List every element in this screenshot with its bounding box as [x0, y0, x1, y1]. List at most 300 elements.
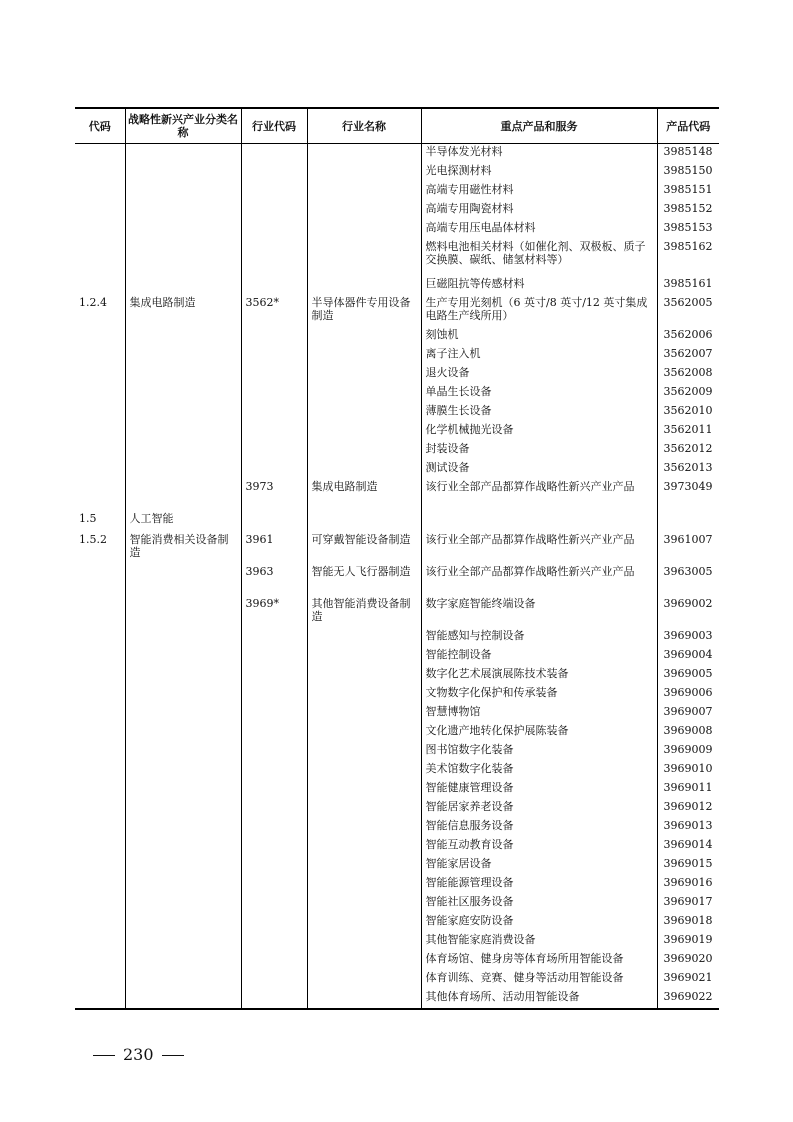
product-classification-table-page	[75, 107, 719, 1010]
cell-product-code: 3562007	[657, 346, 719, 365]
cell-product: 该行业全部产品都算作战略性新兴产业产品	[421, 532, 657, 564]
cell-product-code: 3562006	[657, 327, 719, 346]
cell-category	[125, 479, 241, 511]
table-row	[75, 144, 719, 164]
cell-product: 离子注入机	[421, 346, 657, 365]
cell-category	[125, 327, 241, 346]
cell-product-code: 3562010	[657, 403, 719, 422]
cell-industry-name	[307, 201, 421, 220]
cell-product-code: 3969018	[657, 913, 719, 932]
cell-industry-name	[307, 384, 421, 403]
cell-product-code: 3985151	[657, 182, 719, 201]
cell-product: 美术馆数字化装备	[421, 761, 657, 780]
cell-code	[75, 201, 125, 220]
cell-category	[125, 704, 241, 723]
table-row	[75, 628, 719, 647]
cell-product-code: 3969005	[657, 666, 719, 685]
cell-category: 智能消费相关设备制造	[125, 532, 241, 564]
table-row	[75, 365, 719, 384]
cell-product: 智能互动教育设备	[421, 837, 657, 856]
cell-code	[75, 479, 125, 511]
cell-product-code: 3969003	[657, 628, 719, 647]
table-row	[75, 182, 719, 201]
cell-code	[75, 460, 125, 479]
cell-industry-name	[307, 685, 421, 704]
cell-category	[125, 144, 241, 164]
cell-code	[75, 647, 125, 666]
cell-industry-name	[307, 460, 421, 479]
cell-product: 高端专用磁性材料	[421, 182, 657, 201]
cell-product-code: 3969017	[657, 894, 719, 913]
cell-industry-code	[241, 511, 307, 532]
cell-code	[75, 564, 125, 596]
cell-product: 高端专用压电晶体材料	[421, 220, 657, 239]
cell-product: 智能能源管理设备	[421, 875, 657, 894]
cell-product: 封装设备	[421, 441, 657, 460]
cell-product: 燃料电池相关材料（如催化剂、双极板、质子交换膜、碳纸、储氢材料等）	[421, 239, 657, 276]
cell-category	[125, 989, 241, 1009]
page-footer	[85, 1045, 192, 1064]
cell-product-code: 3562009	[657, 384, 719, 403]
cell-product-code: 3985150	[657, 163, 719, 182]
cell-industry-name	[307, 346, 421, 365]
cell-category	[125, 596, 241, 628]
cell-industry-name	[307, 875, 421, 894]
cell-product: 智能健康管理设备	[421, 780, 657, 799]
cell-industry-name	[307, 761, 421, 780]
cell-code	[75, 365, 125, 384]
table-row	[75, 970, 719, 989]
table-row	[75, 837, 719, 856]
cell-product: 该行业全部产品都算作战略性新兴产业产品	[421, 479, 657, 511]
cell-industry-name: 半导体器件专用设备制造	[307, 295, 421, 327]
cell-product-code: 3985161	[657, 276, 719, 295]
table-row	[75, 704, 719, 723]
cell-industry-code	[241, 365, 307, 384]
cell-category	[125, 856, 241, 875]
cell-product: 光电探测材料	[421, 163, 657, 182]
cell-industry-code: 3973	[241, 479, 307, 511]
cell-product: 其他体育场所、活动用智能设备	[421, 989, 657, 1009]
header-industry-name: 行业名称	[307, 108, 421, 144]
table-header-row	[75, 108, 719, 144]
cell-industry-code	[241, 723, 307, 742]
cell-industry-code	[241, 201, 307, 220]
cell-product: 智能信息服务设备	[421, 818, 657, 837]
cell-product-code: 3969009	[657, 742, 719, 761]
table-row	[75, 596, 719, 628]
cell-category	[125, 384, 241, 403]
cell-product-code: 3985153	[657, 220, 719, 239]
cell-product-code: 3969006	[657, 685, 719, 704]
cell-code	[75, 837, 125, 856]
cell-product: 半导体发光材料	[421, 144, 657, 164]
cell-category	[125, 403, 241, 422]
cell-code	[75, 723, 125, 742]
cell-code	[75, 596, 125, 628]
cell-code: 1.5.2	[79, 533, 107, 546]
cell-industry-code	[241, 913, 307, 932]
table-row	[75, 647, 719, 666]
cell-industry-code	[241, 932, 307, 951]
cell-industry-name	[307, 723, 421, 742]
cell-product-code: 3969016	[657, 875, 719, 894]
cell-industry-name	[307, 818, 421, 837]
table-row	[75, 460, 719, 479]
table-row	[75, 220, 719, 239]
cell-code	[75, 685, 125, 704]
cell-code	[75, 441, 125, 460]
table-row	[75, 201, 719, 220]
cell-category	[125, 628, 241, 647]
table-row	[75, 742, 719, 761]
cell-code	[75, 220, 125, 239]
cell-code	[75, 422, 125, 441]
footer-dash-left	[93, 1055, 115, 1056]
cell-category	[125, 913, 241, 932]
cell-product: 智能家居设备	[421, 856, 657, 875]
cell-product: 智能控制设备	[421, 647, 657, 666]
cell-category	[125, 666, 241, 685]
cell-product-code: 3969021	[657, 970, 719, 989]
table-row	[75, 422, 719, 441]
cell-industry-code: 3562*	[241, 295, 307, 327]
cell-product-code: 3985148	[657, 144, 719, 164]
cell-product-code: 3969019	[657, 932, 719, 951]
cell-industry-code	[241, 220, 307, 239]
cell-industry-name	[307, 276, 421, 295]
cell-code	[75, 913, 125, 932]
cell-category	[125, 685, 241, 704]
cell-category: 人工智能	[125, 511, 241, 532]
cell-industry-code	[241, 951, 307, 970]
table-row	[75, 384, 719, 403]
cell-code	[75, 346, 125, 365]
cell-code	[75, 742, 125, 761]
table-row	[75, 856, 719, 875]
cell-product: 单晶生长设备	[421, 384, 657, 403]
cell-product-code: 3969002	[657, 596, 719, 628]
cell-code	[75, 704, 125, 723]
cell-product: 文化遗产地转化保护展陈装备	[421, 723, 657, 742]
cell-category	[125, 460, 241, 479]
cell-category	[125, 875, 241, 894]
cell-industry-code	[241, 327, 307, 346]
table-row	[75, 666, 719, 685]
cell-industry-name	[307, 913, 421, 932]
table-row	[75, 913, 719, 932]
cell-category	[125, 894, 241, 913]
cell-product: 化学机械抛光设备	[421, 422, 657, 441]
cell-product: 生产专用光刻机（6 英寸/8 英寸/12 英寸集成电路生产线所用）	[421, 295, 657, 327]
cell-code	[75, 761, 125, 780]
cell-category	[125, 163, 241, 182]
cell-industry-code	[241, 780, 307, 799]
cell-product-code: 3562012	[657, 441, 719, 460]
cell-code: 1.5	[79, 512, 97, 525]
cell-product-code: 3969004	[657, 647, 719, 666]
cell-category	[125, 276, 241, 295]
cell-code	[75, 144, 125, 164]
cell-industry-code	[241, 460, 307, 479]
cell-industry-code	[241, 970, 307, 989]
cell-industry-code	[241, 666, 307, 685]
cell-product: 智能居家养老设备	[421, 799, 657, 818]
cell-industry-code	[241, 182, 307, 201]
table-row	[75, 239, 719, 276]
cell-code	[75, 239, 125, 276]
cell-industry-name	[307, 441, 421, 460]
cell-category	[125, 951, 241, 970]
cell-industry-name: 其他智能消费设备制造	[307, 596, 421, 628]
cell-category	[125, 818, 241, 837]
cell-product-code: 3969014	[657, 837, 719, 856]
table-row	[75, 761, 719, 780]
cell-code	[75, 403, 125, 422]
cell-category	[125, 564, 241, 596]
cell-industry-name: 可穿戴智能设备制造	[307, 532, 421, 564]
cell-code	[75, 780, 125, 799]
table-row	[75, 799, 719, 818]
table-row	[75, 479, 719, 511]
table-row	[75, 441, 719, 460]
cell-industry-code	[241, 384, 307, 403]
cell-product-code: 3963005	[657, 564, 719, 596]
cell-category	[125, 742, 241, 761]
cell-category	[125, 220, 241, 239]
cell-product-code: 3562005	[657, 295, 719, 327]
cell-industry-name	[307, 989, 421, 1009]
table-row	[75, 511, 719, 532]
cell-industry-name	[307, 742, 421, 761]
cell-industry-code	[241, 837, 307, 856]
cell-industry-code	[241, 989, 307, 1009]
cell-code: 1.2.4	[79, 296, 107, 309]
cell-code	[75, 666, 125, 685]
cell-code	[75, 875, 125, 894]
table-row	[75, 989, 719, 1009]
cell-industry-name	[307, 799, 421, 818]
header-products: 重点产品和服务	[421, 108, 657, 144]
cell-industry-name	[307, 239, 421, 276]
cell-category	[125, 761, 241, 780]
cell-industry-name	[307, 163, 421, 182]
cell-industry-code: 3963	[241, 564, 307, 596]
cell-product: 刻蚀机	[421, 327, 657, 346]
table-row	[75, 780, 719, 799]
cell-category	[125, 647, 241, 666]
cell-category	[125, 780, 241, 799]
table-row	[75, 163, 719, 182]
cell-industry-code	[241, 239, 307, 276]
cell-industry-name	[307, 220, 421, 239]
cell-industry-code	[241, 761, 307, 780]
cell-product-code: 3961007	[657, 532, 719, 564]
cell-code	[75, 970, 125, 989]
cell-industry-name	[307, 970, 421, 989]
cell-category	[125, 441, 241, 460]
cell-industry-name	[307, 365, 421, 384]
cell-product: 该行业全部产品都算作战略性新兴产业产品	[421, 564, 657, 596]
cell-industry-name	[307, 704, 421, 723]
cell-industry-name: 智能无人飞行器制造	[307, 564, 421, 596]
cell-product-code: 3969015	[657, 856, 719, 875]
table-row	[75, 327, 719, 346]
header-code: 代码	[75, 108, 125, 144]
cell-product-code: 3969010	[657, 761, 719, 780]
cell-product: 其他智能家庭消费设备	[421, 932, 657, 951]
cell-industry-code	[241, 441, 307, 460]
product-table	[75, 107, 719, 1010]
cell-product-code: 3969008	[657, 723, 719, 742]
cell-industry-name	[307, 856, 421, 875]
cell-industry-code	[241, 894, 307, 913]
cell-product: 智能社区服务设备	[421, 894, 657, 913]
cell-industry-name	[307, 511, 421, 532]
cell-industry-name	[307, 894, 421, 913]
cell-product	[421, 511, 657, 532]
cell-code	[75, 182, 125, 201]
cell-industry-code	[241, 856, 307, 875]
cell-code	[75, 327, 125, 346]
cell-industry-code	[241, 875, 307, 894]
cell-industry-name	[307, 780, 421, 799]
page-number: 230	[123, 1045, 154, 1064]
header-industry-code: 行业代码	[241, 108, 307, 144]
cell-industry-code: 3961	[241, 532, 307, 564]
cell-industry-name	[307, 666, 421, 685]
cell-code	[75, 163, 125, 182]
cell-industry-code	[241, 742, 307, 761]
cell-industry-name	[307, 144, 421, 164]
cell-product: 体育场馆、健身房等体育场所用智能设备	[421, 951, 657, 970]
table-row	[75, 932, 719, 951]
cell-code	[75, 932, 125, 951]
cell-industry-code	[241, 422, 307, 441]
table-row	[75, 295, 719, 327]
cell-code	[75, 989, 125, 1009]
cell-code	[75, 856, 125, 875]
cell-product: 巨磁阻抗等传感材料	[421, 276, 657, 295]
cell-industry-name	[307, 403, 421, 422]
cell-industry-code	[241, 647, 307, 666]
cell-product-code: 3562011	[657, 422, 719, 441]
cell-industry-name: 集成电路制造	[307, 479, 421, 511]
cell-category	[125, 182, 241, 201]
cell-product-code: 3973049	[657, 479, 719, 511]
cell-industry-code	[241, 818, 307, 837]
table-row	[75, 403, 719, 422]
cell-product: 智能感知与控制设备	[421, 628, 657, 647]
cell-code	[75, 818, 125, 837]
table-row	[75, 346, 719, 365]
cell-industry-code	[241, 163, 307, 182]
header-category: 战略性新兴产业分类名称	[125, 108, 241, 144]
cell-industry-name	[307, 327, 421, 346]
cell-product: 薄膜生长设备	[421, 403, 657, 422]
cell-code	[75, 276, 125, 295]
cell-product: 退火设备	[421, 365, 657, 384]
table-row	[75, 276, 719, 295]
cell-product: 智能家庭安防设备	[421, 913, 657, 932]
cell-product-code: 3985162	[657, 239, 719, 276]
cell-code	[75, 894, 125, 913]
table-row	[75, 894, 719, 913]
cell-category	[125, 799, 241, 818]
cell-industry-name	[307, 647, 421, 666]
cell-industry-code	[241, 685, 307, 704]
cell-product-code: 3969020	[657, 951, 719, 970]
cell-industry-code	[241, 799, 307, 818]
cell-category	[125, 723, 241, 742]
cell-category: 集成电路制造	[125, 295, 241, 327]
table-row	[75, 685, 719, 704]
cell-code	[75, 628, 125, 647]
cell-product: 体育训练、竞赛、健身等活动用智能设备	[421, 970, 657, 989]
cell-product: 智慧博物馆	[421, 704, 657, 723]
cell-product: 测试设备	[421, 460, 657, 479]
cell-industry-code	[241, 144, 307, 164]
cell-product: 数字化艺术展演展陈技术装备	[421, 666, 657, 685]
cell-code	[75, 951, 125, 970]
cell-category	[125, 932, 241, 951]
cell-category	[125, 422, 241, 441]
cell-industry-code	[241, 276, 307, 295]
cell-product-code	[657, 511, 719, 532]
table-row	[75, 723, 719, 742]
cell-product-code: 3985152	[657, 201, 719, 220]
table-row	[75, 532, 719, 564]
cell-product-code: 3969011	[657, 780, 719, 799]
cell-category	[125, 837, 241, 856]
cell-product-code: 3969012	[657, 799, 719, 818]
table-row	[75, 564, 719, 596]
cell-product: 文物数字化保护和传承装备	[421, 685, 657, 704]
table-row	[75, 875, 719, 894]
cell-industry-code	[241, 628, 307, 647]
cell-category	[125, 239, 241, 276]
cell-product-code: 3969022	[657, 989, 719, 1009]
cell-industry-name	[307, 837, 421, 856]
cell-industry-name	[307, 951, 421, 970]
cell-product-code: 3562013	[657, 460, 719, 479]
cell-industry-code	[241, 346, 307, 365]
cell-category	[125, 346, 241, 365]
cell-code	[75, 799, 125, 818]
cell-industry-name	[307, 628, 421, 647]
cell-category	[125, 365, 241, 384]
cell-product-code: 3562008	[657, 365, 719, 384]
cell-industry-code	[241, 704, 307, 723]
footer-dash-right	[162, 1055, 184, 1056]
cell-industry-code: 3969*	[241, 596, 307, 628]
cell-industry-name	[307, 422, 421, 441]
table-row	[75, 951, 719, 970]
cell-industry-name	[307, 932, 421, 951]
cell-industry-code	[241, 403, 307, 422]
cell-product: 高端专用陶瓷材料	[421, 201, 657, 220]
cell-industry-name	[307, 182, 421, 201]
cell-product: 数字家庭智能终端设备	[421, 596, 657, 628]
header-product-code: 产品代码	[657, 108, 719, 144]
cell-product: 图书馆数字化装备	[421, 742, 657, 761]
cell-product-code: 3969007	[657, 704, 719, 723]
cell-code	[75, 384, 125, 403]
cell-category	[125, 201, 241, 220]
cell-product-code: 3969013	[657, 818, 719, 837]
table-row	[75, 818, 719, 837]
cell-category	[125, 970, 241, 989]
